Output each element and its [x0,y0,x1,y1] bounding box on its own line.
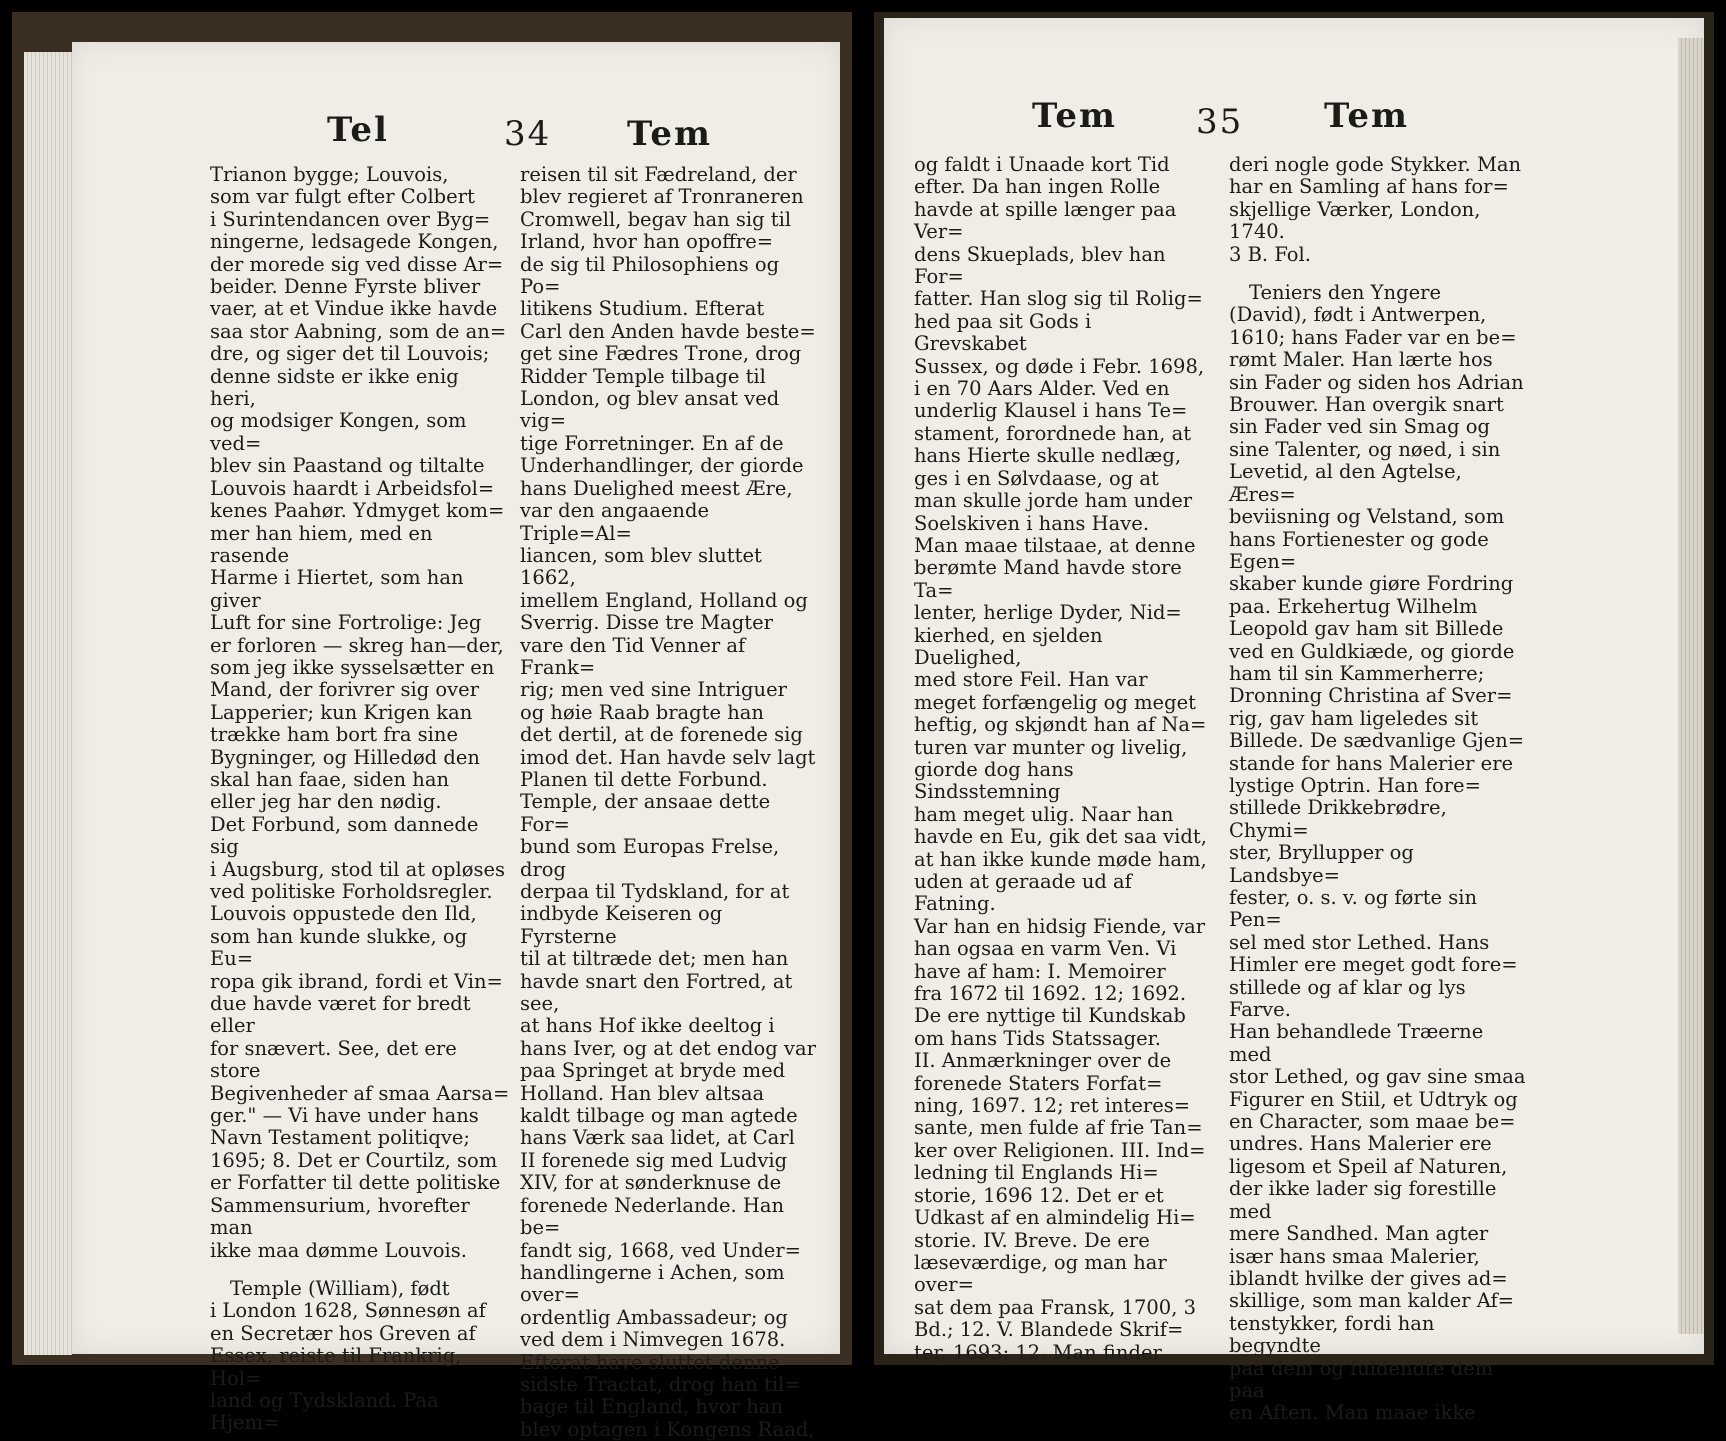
text-line: Cromwell, begav han sig til [520,207,792,231]
text-line: Billede. De sædvanlige Gjen= [1229,729,1525,753]
text-line: II. Anmærkninger over de [914,1049,1172,1073]
text-line: sat dem paa Fransk, 1700, 3 [914,1295,1196,1319]
text-line: Luft for sine Fortrolige: Jeg [210,611,482,635]
left-column-2 [520,164,820,1441]
text-line: Levetid, al den Agtelse, Æres= [1229,460,1462,506]
text-line: stillede og af klar og lys Farve. [1229,975,1466,1022]
text-line: Bd.; 12. V. Blandede Skrif= [914,1318,1184,1342]
text-line: berømte Mand havde store Ta= [914,556,1182,602]
text-line: Navn Testament politiqve; [210,1126,470,1150]
text-line: at hans Hof ikke deeltog i [520,1014,775,1038]
text-line: stament, forordnede han, at [914,421,1192,445]
text-line: lystige Optrin. Han fore= [1229,773,1481,797]
text-line: de sig til Philosophiens og Po= [520,252,780,299]
text-line: land og Tydskland. Paa Hjem= [210,1388,439,1435]
text-line: turen var munter og livelig, [914,735,1188,759]
text-line: er forloren — skreg han—der, [210,633,504,657]
text-line: mere Sandhed. Man agter [1229,1222,1489,1246]
text-line: ster, Bryllupper og Landsbye= [1229,841,1414,887]
text-line: ningerne, ledsagede Kongen, [210,230,499,254]
text-line: hans Fortienester og gode Egen= [1229,527,1489,573]
text-line: rig; men ved sine Intriguer [520,678,787,702]
right-column-1 [914,154,1210,1364]
text-line: Harme i Hiertet, som han giver [210,566,464,612]
text-line: og faldt i Unaade kort Tid [914,153,1170,176]
text-line: og modsiger Kongen, som ved= [210,409,467,455]
text-line: forenede Staters Forfat= [914,1071,1163,1095]
text-line: i Surintendancen over Byg= [210,207,491,231]
text-line: ter, 1693; 12. Man finder [914,1340,1162,1364]
text-line: i London 1628, Sønnesøn af [210,1299,486,1323]
text-line: Himler ere meget godt fore= [1229,953,1518,977]
text-line: kenes Paahør. Ydmyget kom= [210,499,505,523]
text-line: dre, og siger det til Louvois; [210,342,490,366]
text-line: London, og blev ansat ved vig= [520,387,780,433]
text-line: læseværdige, og man har over= [914,1250,1167,1297]
text-line: imellem England, Holland og [520,588,808,612]
text-line: forenede Nederlande. Han be= [520,1193,785,1240]
text-line: i en 70 Aars Alder. Ved en [914,377,1170,401]
text-line: eller jeg har den nødig. [210,790,442,814]
text-line: tige Forretninger. En af de [520,431,784,455]
text-line: derpaa til Tydskland, for at [520,880,790,903]
text-line: trække ham bort fra sine [210,723,459,747]
text-line: paa dem og fuldendte dem paa [1229,1356,1494,1402]
text-line: ved dem i Nimvegen 1678. [520,1328,786,1352]
text-line: ledning til Englands Hi= [914,1161,1159,1185]
text-line: paa. Erkehertug Wilhelm [1229,594,1478,618]
text-line: iblandt hvilke der gives ad= [1229,1266,1508,1290]
text-line: Udkast af en almindelig Hi= [914,1206,1196,1230]
text-line: Sverrig. Disse tre Magter [520,611,773,635]
left-page-spread [12,12,852,1441]
text-line: ved en Guldkiæde, og giorde [1229,639,1515,663]
text-line: skaber kunde giøre Fordring [1229,572,1514,596]
text-line: sidste Tractat, drog han til= [520,1372,801,1396]
left-header-left: Tel [327,110,389,150]
text-line: giorde dog hans Sindsstemning [914,757,1074,804]
text-line: have af ham: I. Memoirer [914,959,1166,983]
text-line: ning, 1697. 12; ret interes= [914,1094,1191,1118]
text-line: der ikke lader sig forestille med [1229,1177,1497,1223]
text-line: havde en Eu, gik det saa vidt, [914,825,1207,849]
text-line: som han kunde slukke, og Eu= [210,924,468,971]
text-line: Irland, hvor han opoffre= [520,230,774,254]
text-line: ligesom et Speil af Naturen, [1229,1154,1508,1178]
text-line: Holland. Han blev altsaa [520,1081,765,1105]
right-page-edges [1678,38,1704,1334]
text-line: havde snart den Fortred, at see, [520,969,793,1016]
text-line: ker over Religionen. III. Ind= [914,1138,1206,1162]
text-line: reisen til sit Fædreland, der [520,163,797,186]
text-line: Han behandlede Træerne med [1229,1020,1484,1066]
text-line: især hans smaa Malerier, [1229,1244,1480,1268]
text-line: kaldt tilbage og man agtede [520,1104,798,1128]
text-line: og høie Raab bragte han [520,700,764,724]
text-line: vare den Tid Venner af Frank= [520,633,746,679]
text-line: bund som Europas Frelse, drog [520,835,780,881]
right-header-left: Tem [1032,96,1118,136]
text-line: ham meget ulig. Naar han [914,802,1174,826]
text-line: rømt Maler. Han lærte hos [1229,348,1493,372]
text-line: Dronning Christina af Sver= [1229,684,1513,708]
text-line: lenter, herlige Dyder, Nid= [914,601,1182,625]
text-line: XIV, for at sønderknuse de [520,1171,782,1195]
text-line: heftig, og skjøndt han af Na= [914,713,1207,737]
text-line: Essex, reiste til Frankrig, Hol= [210,1344,462,1390]
text-line: Temple (William), født [230,1276,450,1300]
text-line: Teniers den Yngere [1249,281,1441,305]
text-line: en Character, som maae be= [1229,1110,1516,1134]
text-line: hans Hierte skulle nedlæg, [914,444,1182,468]
text-line: 3 B. Fol. [1229,242,1311,266]
text-line: Var han en hidsig Fiende, var [914,914,1206,938]
right-column-2 [1229,154,1527,1425]
text-line: 1610; hans Fader var en be= [1229,325,1517,349]
text-line: med store Feil. Han var [914,668,1148,692]
text-line: man skulle jorde ham under [914,489,1193,513]
text-line: er Forfatter til dette politiske [210,1171,501,1195]
text-line: paa Springet at bryde med [520,1059,786,1083]
text-line: ges i en Sølvdaase, og at [914,466,1159,490]
text-line: Sammensurium, hvorefter man [210,1193,470,1240]
text-line: Det Forbund, som dannede sig [210,812,479,859]
text-line: hans Værk saa lidet, at Carl [520,1126,795,1150]
text-line: beviisning og Velstand, som [1229,505,1505,529]
text-line: havde at spille længer paa Ver= [914,197,1177,244]
text-line: Lapperier; kun Krigen kan [210,700,473,724]
text-line: stor Lethed, og gav sine smaa [1229,1065,1526,1089]
text-line: fatter. Han slog sig til Rolig= [914,287,1203,311]
text-line: storie. IV. Breve. De ere [914,1228,1150,1252]
text-line: om hans Tids Statssager. [914,1026,1162,1050]
text-line: sin Fader ved sin Smag og [1229,415,1490,439]
text-line: en Aften. Man maae ikke [1229,1401,1476,1425]
text-line: handlingerne i Achen, som over= [520,1260,785,1307]
text-line: der morede sig ved disse Ar= [210,252,504,276]
text-line: ved politiske Forholdsregler. [210,880,493,903]
text-line: Louvois oppustede den Ild, [210,902,477,926]
right-page-number: 35 [1196,102,1244,142]
text-line: hans Duelighed meest Ære, [520,476,793,500]
text-line: indbyde Keiseren og Fyrsterne [520,902,723,948]
text-line: fandt sig, 1668, ved Under= [520,1238,801,1262]
text-line: sante, men fulde af frie Tan= [914,1116,1203,1140]
text-line: sel med stor Lethed. Hans [1229,930,1490,954]
text-line: skillige, som man kalder Af= [1229,1289,1515,1313]
left-header-right: Tem [627,114,713,154]
text-line: til at tiltræde det; men han [520,947,789,971]
text-line: underlig Klausel i hans Te= [914,399,1188,423]
text-line: Begivenheder af smaa Aarsa= [210,1081,510,1105]
text-line: uden at geraade ud af Fatning. [914,870,1132,916]
text-line: stillede Drikkebrødre, Chymi= [1229,796,1447,842]
text-line: Man maae tilstaae, at denne [914,533,1196,557]
text-line: blev optagen i Kongens Raad, [520,1417,815,1441]
text-line: Sussex, og døde i Febr. 1698, [914,354,1205,378]
text-line: i Augsburg, stod til at opløses [210,857,505,881]
text-line: Carl den Anden havde beste= [520,319,816,343]
text-line: sin Fader og siden hos Adrian [1229,370,1524,394]
text-line: Mand, der forivrer sig over [210,678,480,702]
text-line: tenstykker, fordi han begyndte [1229,1311,1435,1358]
text-line: stande for hans Malerier ere [1229,751,1514,775]
text-line: Leopold gav ham sit Billede [1229,617,1504,641]
text-line: undres. Hans Malerier ere [1229,1132,1492,1156]
left-page-number: 34 [504,114,552,154]
right-page-spread [874,12,1714,1425]
text-line: (David), født i Antwerpen, [1229,303,1487,327]
text-line: litikens Studium. Efterat [520,297,765,321]
text-line: ropa gik ibrand, fordi et Vin= [210,969,503,993]
text-line: Planen til dette Forbund. [520,767,768,791]
text-line: for snævert. See, det ere store [210,1036,457,1083]
text-line: De ere nyttige til Kundskab [914,1004,1186,1028]
text-line: skjellige Værker, London, 1740. [1229,197,1481,244]
text-line: ham til sin Kammerherre; [1229,661,1485,685]
text-line: imod det. Han havde selv lagt [520,745,816,769]
right-header-right: Tem [1324,96,1410,136]
text-line: Louvois haardt i Arbeidsfol= [210,476,495,500]
text-line: hans Iver, og at det endog var [520,1036,816,1060]
left-column-1 [210,164,510,1435]
text-line: vaer, at et Vindue ikke havde [210,297,498,321]
text-line: ordentlig Ambassadeur; og [520,1305,788,1329]
text-line: fra 1672 til 1692. 12; 1692. [914,982,1187,1006]
text-line: han ogsaa en varm Ven. Vi [914,937,1177,961]
text-line: Trianon bygge; Louvois, [210,163,449,186]
text-line: saa stor Aabning, som de an= [210,319,507,343]
text-line: Temple, der ansaae dette For= [520,790,771,836]
text-line: Underhandlinger, der giorde [520,454,804,478]
text-line: kierhed, en sjelden Duelighed, [914,623,1103,669]
text-line: Brouwer. Han overgik snart [1229,393,1504,417]
text-line: ikke maa dømme Louvois. [210,1238,467,1262]
text-line: bage til England, hvor han [520,1395,783,1419]
right-page [884,18,1704,1425]
text-line: det dertil, at de forenede sig [520,723,803,747]
text-line: Figurer en Stiil, et Udtryk og [1229,1087,1518,1111]
text-line: dens Skueplads, blev han For= [914,242,1166,289]
text-line: ger." — Vi have under hans [210,1104,479,1128]
text-line: skal han faae, siden han [210,767,449,791]
left-page [72,42,840,1441]
text-line: en Secretær hos Greven af [210,1321,476,1345]
text-line: meget forfængelig og meget [914,690,1196,714]
text-line: fester, o. s. v. og førte sin Pen= [1229,886,1478,932]
text-line: som var fulgt efter Colbert [210,185,475,209]
text-line: hed paa sit Gods i Grevskabet [914,309,1092,356]
text-line: var den angaaende Triple=Al= [520,499,709,545]
text-line: Efterat have sluttet denne [520,1350,780,1374]
text-line: rig, gav ham ligeledes sit [1229,706,1479,730]
text-line: mer han hiem, med en rasende [210,521,433,567]
left-page-edges [24,52,72,1355]
text-line: due havde været for bredt eller [210,992,471,1038]
text-line: liancen, som blev sluttet 1662, [520,543,762,590]
text-line: storie, 1696 12. Det er et [914,1183,1164,1207]
text-line: blev regieret af Tronraneren [520,185,804,209]
text-line: deri nogle gode Stykker. Man [1229,153,1522,176]
text-line: II forenede sig med Ludvig [520,1148,788,1172]
text-line: get sine Fædres Trone, drog [520,342,802,366]
text-line: blev sin Paastand og tiltalte [210,454,485,478]
text-line: at han ikke kunde møde ham, [914,847,1207,871]
text-line: 1695; 8. Det er Courtilz, som [210,1148,498,1172]
text-line: Ridder Temple tilbage til [520,364,766,388]
text-line: efter. Da han ingen Rolle [914,175,1161,199]
text-line: beider. Denne Fyrste bliver [210,275,481,299]
text-line: har en Samling af hans for= [1229,175,1509,199]
text-line: Bygninger, og Hilledød den [210,745,480,769]
text-line: denne sidste er ikke enig heri, [210,364,459,411]
text-line: sine Talenter, og nøed, i sin [1229,437,1501,461]
text-line: som jeg ikke sysselsætter en [210,655,495,679]
text-line: Soelskiven i hans Have. [914,511,1150,535]
